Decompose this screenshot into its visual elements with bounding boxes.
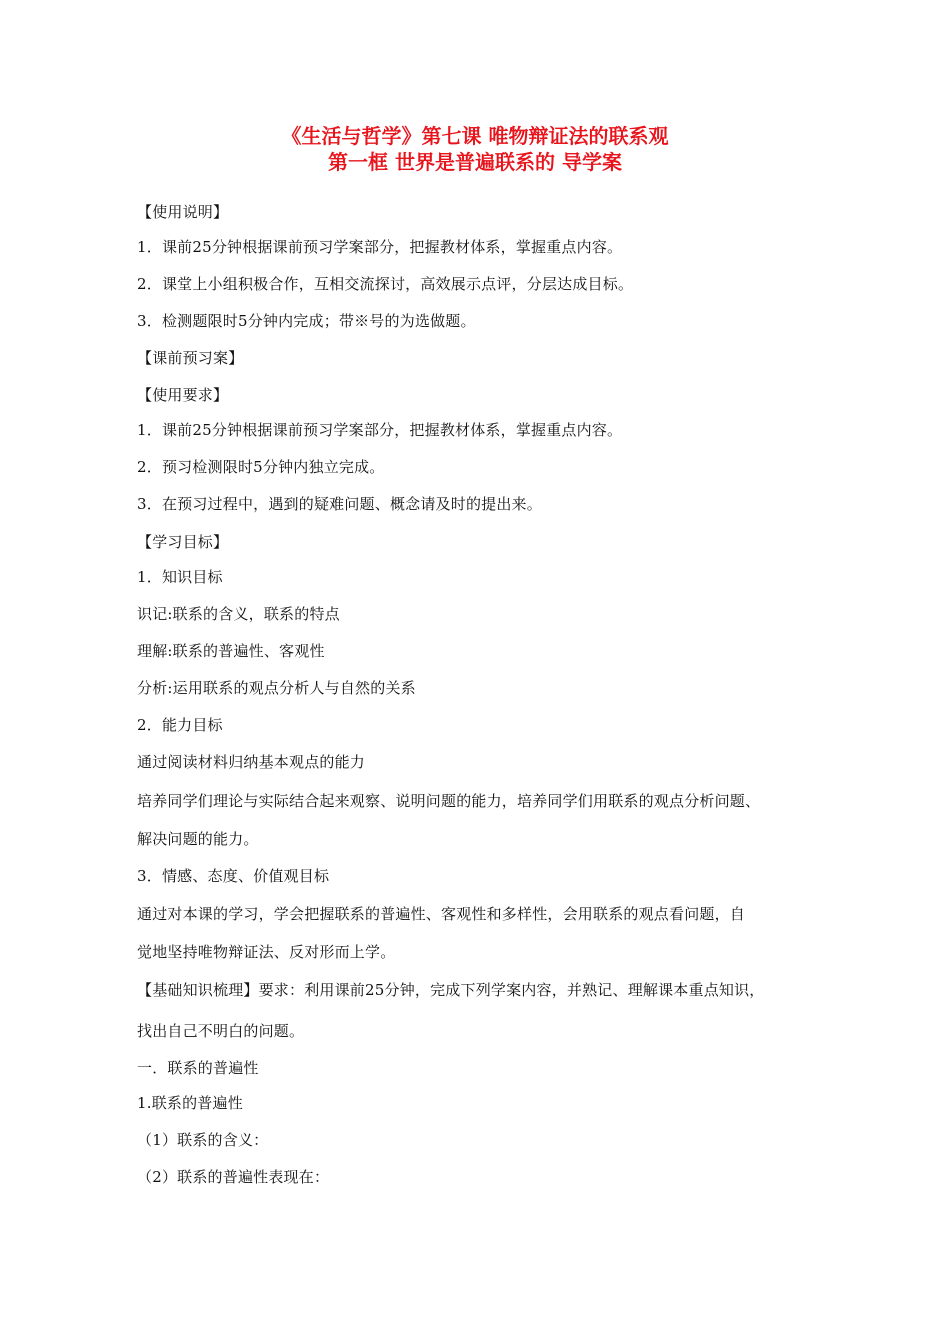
section-heading-preview: 【课前预习案】 [137, 349, 244, 367]
goal-values-text-cont: 觉地坚持唯物辩证法、反对形而上学。 [137, 943, 396, 961]
document-title-line-1: 《生活与哲学》第七课 唯物辩证法的联系观 [281, 124, 669, 148]
goal-ability-text-1: 通过阅读材料归纳基本观点的能力 [137, 753, 366, 771]
section-heading-learning-goals: 【学习目标】 [137, 533, 229, 551]
requirement-3: 3．在预习过程中，遇到的疑难问题、概念请及时的提出来。 [137, 495, 542, 513]
goal-knowledge-heading: 1．知识目标 [137, 568, 223, 586]
section-heading-requirements: 【使用要求】 [137, 386, 229, 404]
goal-ability-text-2: 培养同学们理论与实际结合起来观察、说明问题的能力，培养同学们用联系的观点分析问题、 [137, 792, 761, 810]
requirement-1: 1．课前25分钟根据课前预习学案部分，把握教材体系，掌握重点内容。 [137, 421, 623, 439]
goal-knowledge-recall: 识记:联系的含义，联系的特点 [137, 605, 340, 623]
goal-ability-heading: 2．能力目标 [137, 716, 223, 734]
question-definition: （1）联系的含义： [137, 1131, 269, 1149]
usage-note-3: 3．检测题限时5分钟内完成；带※号的为选做题。 [137, 312, 476, 330]
document-title-line-2: 第一框 世界是普遍联系的 导学案 [328, 150, 622, 174]
goal-knowledge-understand: 理解:联系的普遍性、客观性 [137, 642, 325, 660]
section-heading-basics: 【基础知识梳理】要求：利用课前25分钟，完成下列学案内容，并熟记、理解课本重点知识， [137, 981, 765, 999]
question-manifestation: （2）联系的普遍性表现在： [137, 1168, 330, 1186]
usage-note-2: 2．课堂上小组积极合作，互相交流探讨，高效展示点评，分层达成目标。 [137, 275, 634, 293]
topic-heading-universality: 一．联系的普遍性 [137, 1059, 259, 1077]
goal-values-text: 通过对本课的学习，学会把握联系的普遍性、客观性和多样性，会用联系的观点看问题，自 [137, 905, 746, 923]
goal-ability-text-2-cont: 解决问题的能力。 [137, 830, 259, 848]
section-heading-usage-notes: 【使用说明】 [137, 203, 229, 221]
subtopic-universality: 1.联系的普遍性 [137, 1094, 243, 1112]
goal-values-heading: 3．情感、态度、价值观目标 [137, 867, 330, 885]
basics-text-cont: 找出自己不明白的问题。 [137, 1022, 305, 1040]
goal-knowledge-analyze: 分析:运用联系的观点分析人与自然的关系 [137, 679, 416, 697]
requirement-2: 2．预习检测限时5分钟内独立完成。 [137, 458, 385, 476]
usage-note-1: 1．课前25分钟根据课前预习学案部分，把握教材体系，掌握重点内容。 [137, 238, 623, 256]
